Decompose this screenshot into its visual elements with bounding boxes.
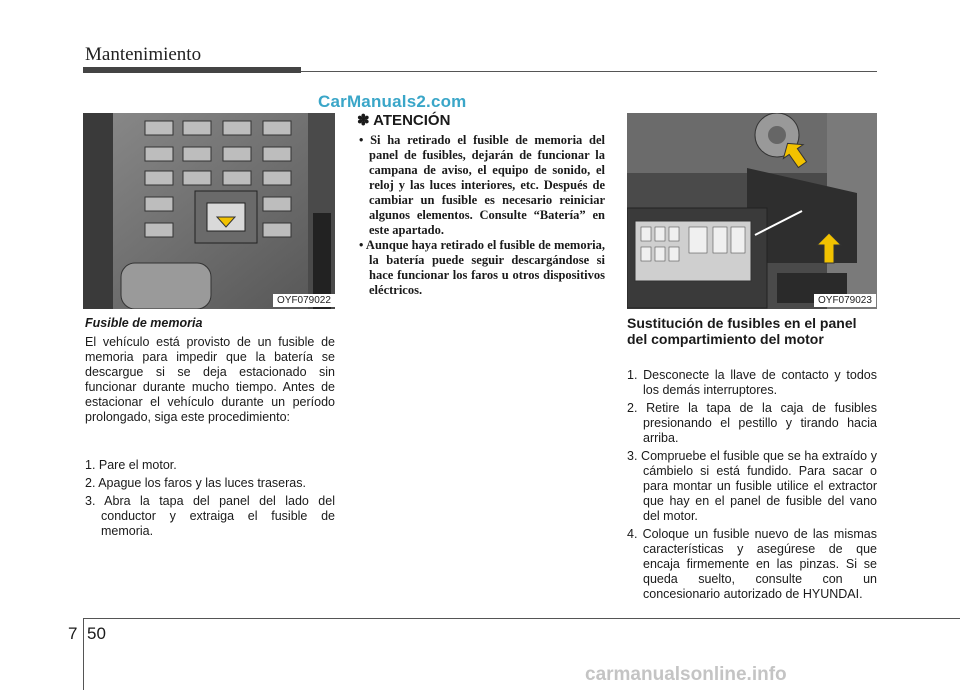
list-item: 3. Abra la tapa del panel del lado del conductor y extraiga el fusible de memoria. [85,494,335,538]
list-item: 1. Pare el motor. [85,458,177,472]
header-bar [83,67,301,73]
watermark-bottom: carmanualsonline.info [585,664,787,685]
footer-rule [83,618,960,619]
fuse-panel-illustration [83,113,335,309]
chapter-number: 7 [68,624,78,643]
engine-fuse-steps [627,368,877,605]
list-item: • Aunque haya retirado el fusible de memoria, la batería puede seguir descargándose si hace funcionar los faros u otros dispositivos eléctricos. [359,238,605,297]
memory-fuse-paragraph: El vehículo está provisto de un fusible de memoria para impedir que la batería se descargue si se deja estacionado sin funcionar durante mucho tiempo. Antes de estacionar el vehículo durante un período prolongado, siga este procedimiento: [85,335,335,424]
list-item: 1. Desconecte la llave de contacto y todos los demás interruptores. [627,368,877,397]
memory-fuse-photo [83,113,335,309]
page-number: 50 [87,624,106,643]
watermark-top: CarManuals2.com [318,92,467,111]
list-item: 2. Apague los faros y las luces traseras. [85,476,306,490]
list-item: 4. Coloque un fusible nuevo de las mismas características y asegúrese de que encaja firmemente en las pinzas. Si se queda suelto, consulte con un concesionario autorizado de HYUNDAI. [627,527,877,601]
section-title: Mantenimiento [85,44,202,65]
list-item: • Si ha retirado el fusible de memoria del panel de fusibles, dejarán de funcionar la campana de aviso, el equipo de sonido, el reloj y las luces interiores, etc. Después de cambiar un fusible es necesario reiniciar algunos elementos. Consulte “Batería” en este apartado. [359,133,605,237]
image-code-label: OYF079023 [814,294,876,307]
image-code-label: OYF079022 [273,294,335,307]
header-rule [301,71,877,72]
attention-list [355,133,605,298]
engine-fuse-photo [627,113,877,309]
list-item: 3. Compruebe el fusible que se ha extraído y cámbielo si está fundido. Para sacar o para montar un fusible utilice el extractor que hay en el panel de fusible del vano del motor. [627,449,877,523]
memory-fuse-caption: Fusible de memoria [85,316,203,330]
attention-title: ✽ ATENCIÓN [357,112,451,129]
list-item: 2. Retire la tapa de la caja de fusibles presionando el pestillo y tirando hacia arriba. [627,401,877,445]
footer-divider [83,618,84,690]
memory-fuse-steps [85,458,335,542]
engine-fuse-heading: Sustitución de fusibles en el panel del compartimiento del motor [627,315,857,347]
engine-compartment-illustration [627,113,877,309]
